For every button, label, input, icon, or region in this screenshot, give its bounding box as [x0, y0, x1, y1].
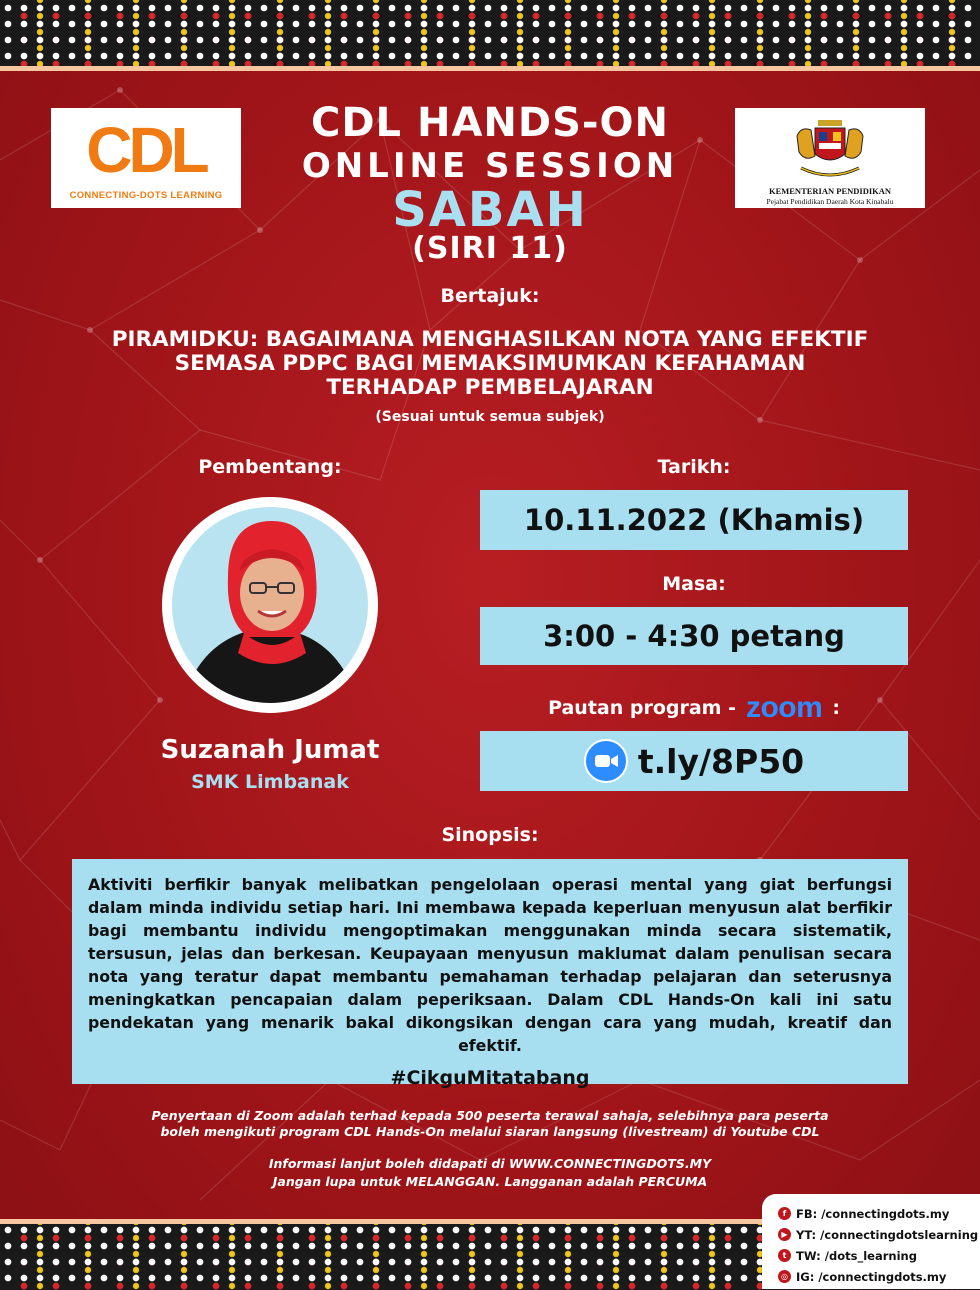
instagram-icon: ◎ [778, 1270, 791, 1283]
cdl-logo-word: CDL [86, 114, 206, 186]
social-link-instagram[interactable] [778, 1266, 980, 1287]
social-link-text[interactable]: YT: /connectingdotslearning [796, 1227, 979, 1242]
speaker-photo-frame [162, 497, 378, 713]
date-value: 10.11.2022 (Khamis) [480, 490, 908, 550]
speaker-photo [172, 507, 368, 703]
topic-line-2: SEMASA PDPC BAGI MEMAKSIMUMKAN KEFAHAMAN [174, 351, 806, 376]
hashtag: #CikguMitatabang [390, 1067, 590, 1089]
zoom-link-url[interactable]: t.ly/8P50 [637, 741, 805, 781]
footer-note-2: boleh mengikuti program CDL Hands-On melalui siaran langsung (livestream) di Youtube CDL [160, 1124, 820, 1139]
topic-line-1: PIRAMIDKU: BAGAIMANA MENGHASILKAN NOTA YANG EFEKTIF [111, 327, 869, 352]
cdl-logo-subtitle: CONNECTING-DOTS LEARNING [69, 190, 223, 201]
speaker-portrait-icon [172, 507, 368, 703]
synopsis-box [72, 859, 908, 1089]
kpm-office-name: Pejabat Pendidikan Daerah Kota Kinabalu [766, 197, 894, 206]
social-link-youtube[interactable] [778, 1224, 980, 1245]
program-link-label [480, 691, 908, 724]
program-link-text: Pautan program - [548, 697, 736, 719]
social-links-panel [762, 1194, 980, 1289]
top-decorative-border [0, 0, 980, 68]
social-link-facebook[interactable] [778, 1203, 980, 1224]
topic-line-3: TERHADAP PEMBELAJARAN [326, 375, 654, 400]
speaker-school: SMK Limbanak [191, 771, 349, 793]
synopsis-label: Sinopsis: [441, 824, 539, 846]
synopsis-text: Aktiviti berfikir banyak melibatkan pengelolaan operasi mental yang giat berfungsi dalam minda individu setiap hari. Ini membawa kepada keperluan menyusun alat berfikir bagi membantu individu mengoptimakan menggunakan minda secara sistematik, tersusun, jelas dan berkesan. Keupayaan menyusun maklumat dalam penulisan secara nota yang teratur dapat membantu pemahaman terhadap pelajaran dan seterusnya meningkatkan pencapaian dalam peperiksaan. Dalam CDL Hands-On kali ini satu pendekatan yang menarik bakal dikongsikan dengan cara yang mudah, kreatif dan efektif. [88, 875, 892, 1055]
zoom-link-box[interactable] [480, 731, 908, 791]
speaker-label: Pembentang: [198, 456, 342, 478]
footer-note-1: Penyertaan di Zoom adalah terhad kepada 500 peserta terawal sahaja, selebihnya para peserta [151, 1108, 829, 1123]
time-label: Masa: [662, 573, 726, 595]
kpm-ministry-name: KEMENTERIAN PENDIDIKAN [768, 186, 892, 196]
title-series: (SIRI 11) [412, 231, 568, 266]
zoom-camera-icon [584, 739, 628, 783]
topic-note: (Sesuai untuk semua subjek) [375, 409, 605, 425]
social-link-text[interactable]: FB: /connectingdots.my [796, 1206, 950, 1221]
topic-label: Bertajuk: [440, 285, 540, 307]
time-value: 3:00 - 4:30 petang [480, 607, 908, 665]
speaker-name: Suzanah Jumat [160, 735, 380, 765]
title-region: SABAH [392, 182, 588, 238]
social-link-twitter[interactable] [778, 1245, 980, 1266]
youtube-icon: ▶ [778, 1228, 791, 1241]
topic-title [0, 328, 980, 400]
title-line-2: ONLINE SESSION [301, 146, 679, 186]
footer-note-4: Jangan lupa untuk MELANGGAN. Langganan adalah PERCUMA [272, 1174, 708, 1189]
title-line-1: CDL HANDS-ON [311, 100, 669, 146]
zoom-wordmark: zoom [745, 691, 823, 724]
footer-note-3: Informasi lanjut boleh didapati di WWW.CONNECTINGDOTS.MY [268, 1156, 712, 1171]
social-link-text[interactable]: IG: /connectingdots.my [796, 1269, 947, 1284]
top-border-edge [0, 66, 980, 71]
twitter-icon: t [778, 1249, 791, 1262]
date-label: Tarikh: [657, 456, 731, 478]
facebook-icon: f [778, 1207, 791, 1220]
social-link-text[interactable]: TW: /dots_learning [796, 1248, 917, 1263]
program-link-colon: : [832, 697, 840, 719]
